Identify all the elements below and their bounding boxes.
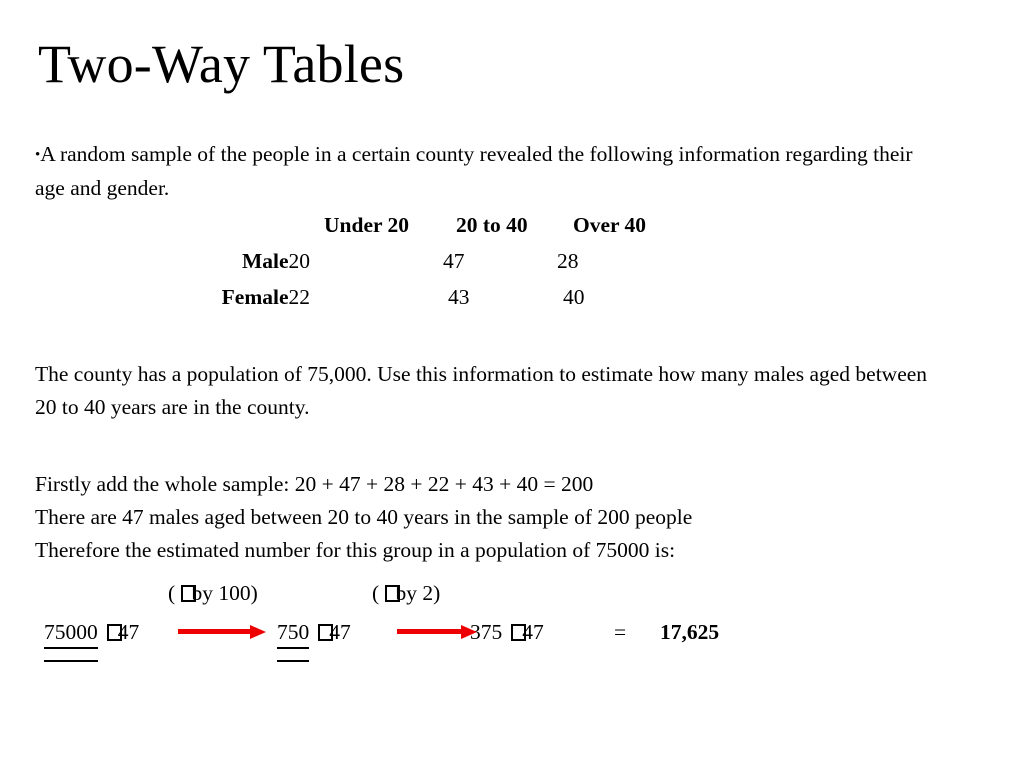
calc-step-1 (44, 618, 139, 651)
calc-step-1-operator (107, 620, 140, 644)
calc-step-1-numerator: 75000 (44, 618, 98, 651)
row-label-text-male: Male (241, 249, 289, 273)
calc-step-2-multiplier: 47 (329, 620, 351, 644)
red-arrow-right-1-icon (178, 625, 266, 639)
cell-female-over-40: 40 (563, 285, 585, 309)
calc-step-3-numerator: 375 (470, 620, 503, 644)
calculation-row (0, 618, 1024, 668)
calc-step-1-multiplier: 47 (117, 620, 140, 644)
working-line-1: Firstly add the whole sample: 20 + 47 + 28 + 22 + 43 + 40 = 200 (35, 472, 594, 496)
working-line-2: There are 47 males aged between 20 to 40 years in the sample of 200 people (35, 505, 693, 529)
annotation-open-paren-2: ( (372, 581, 380, 605)
cell-female-under-20: 22 (288, 285, 310, 309)
calc-step-3-multiplier: 47 (522, 620, 544, 644)
working-line-3: Therefore the estimated number for this group in a population of 75000 is: (35, 538, 676, 562)
table-row-label-male (150, 246, 310, 276)
cell-female-20-to-40: 43 (448, 285, 470, 309)
intro-paragraph (35, 138, 940, 205)
table-row-male (0, 246, 1024, 282)
cell-male-20-to-40: 47 (443, 249, 465, 273)
table-header-over-40: Over 40 (573, 213, 647, 237)
red-arrow-right-2-icon (397, 625, 477, 639)
calc-equals-sign: = (614, 620, 627, 644)
row-label-text-female: Female (221, 285, 289, 309)
annotation-text-2: by 2 (395, 581, 434, 605)
annotation-text-1: by 100 (191, 581, 251, 605)
page-title: Two-Way Tables (38, 34, 405, 94)
calc-step-2-operator (318, 620, 351, 644)
calc-step-2-numerator: 750 (277, 618, 309, 651)
population-paragraph: The county has a population of 75,000. Use this information to estimate how many males aged between 20 to 40 years are in the county. (35, 362, 928, 419)
intro-text: A random sample of the people in a certain county revealed the following information regarding their age and gender. (35, 142, 913, 200)
cell-male-over-40: 28 (557, 249, 579, 273)
calc-step-3-operator (511, 620, 544, 644)
arrow-head (461, 625, 477, 639)
bullet-icon: • (35, 147, 41, 163)
table-header-under-20: Under 20 (324, 213, 410, 237)
annotation-close-paren-2: ) (433, 581, 441, 605)
arrow-head (250, 625, 266, 639)
calc-step-2 (277, 618, 351, 651)
annotation-divide-by-2 (372, 578, 440, 608)
cell-male-under-20: 20 (288, 249, 310, 273)
arrow-shaft (178, 629, 252, 634)
annotation-divide-by-100 (168, 578, 258, 608)
calc-step-3 (470, 618, 544, 646)
arrow-shaft (397, 629, 463, 634)
table-row-label-female (150, 282, 310, 312)
table-header-20-to-40: 20 to 40 (456, 213, 528, 237)
annotation-open-paren-1: ( (168, 581, 176, 605)
table-row-female (0, 282, 1024, 318)
two-way-table (0, 210, 1024, 318)
annotation-close-paren-1: ) (250, 581, 258, 605)
calc-answer: 17,625 (660, 620, 720, 644)
table-header-row (0, 210, 1024, 246)
